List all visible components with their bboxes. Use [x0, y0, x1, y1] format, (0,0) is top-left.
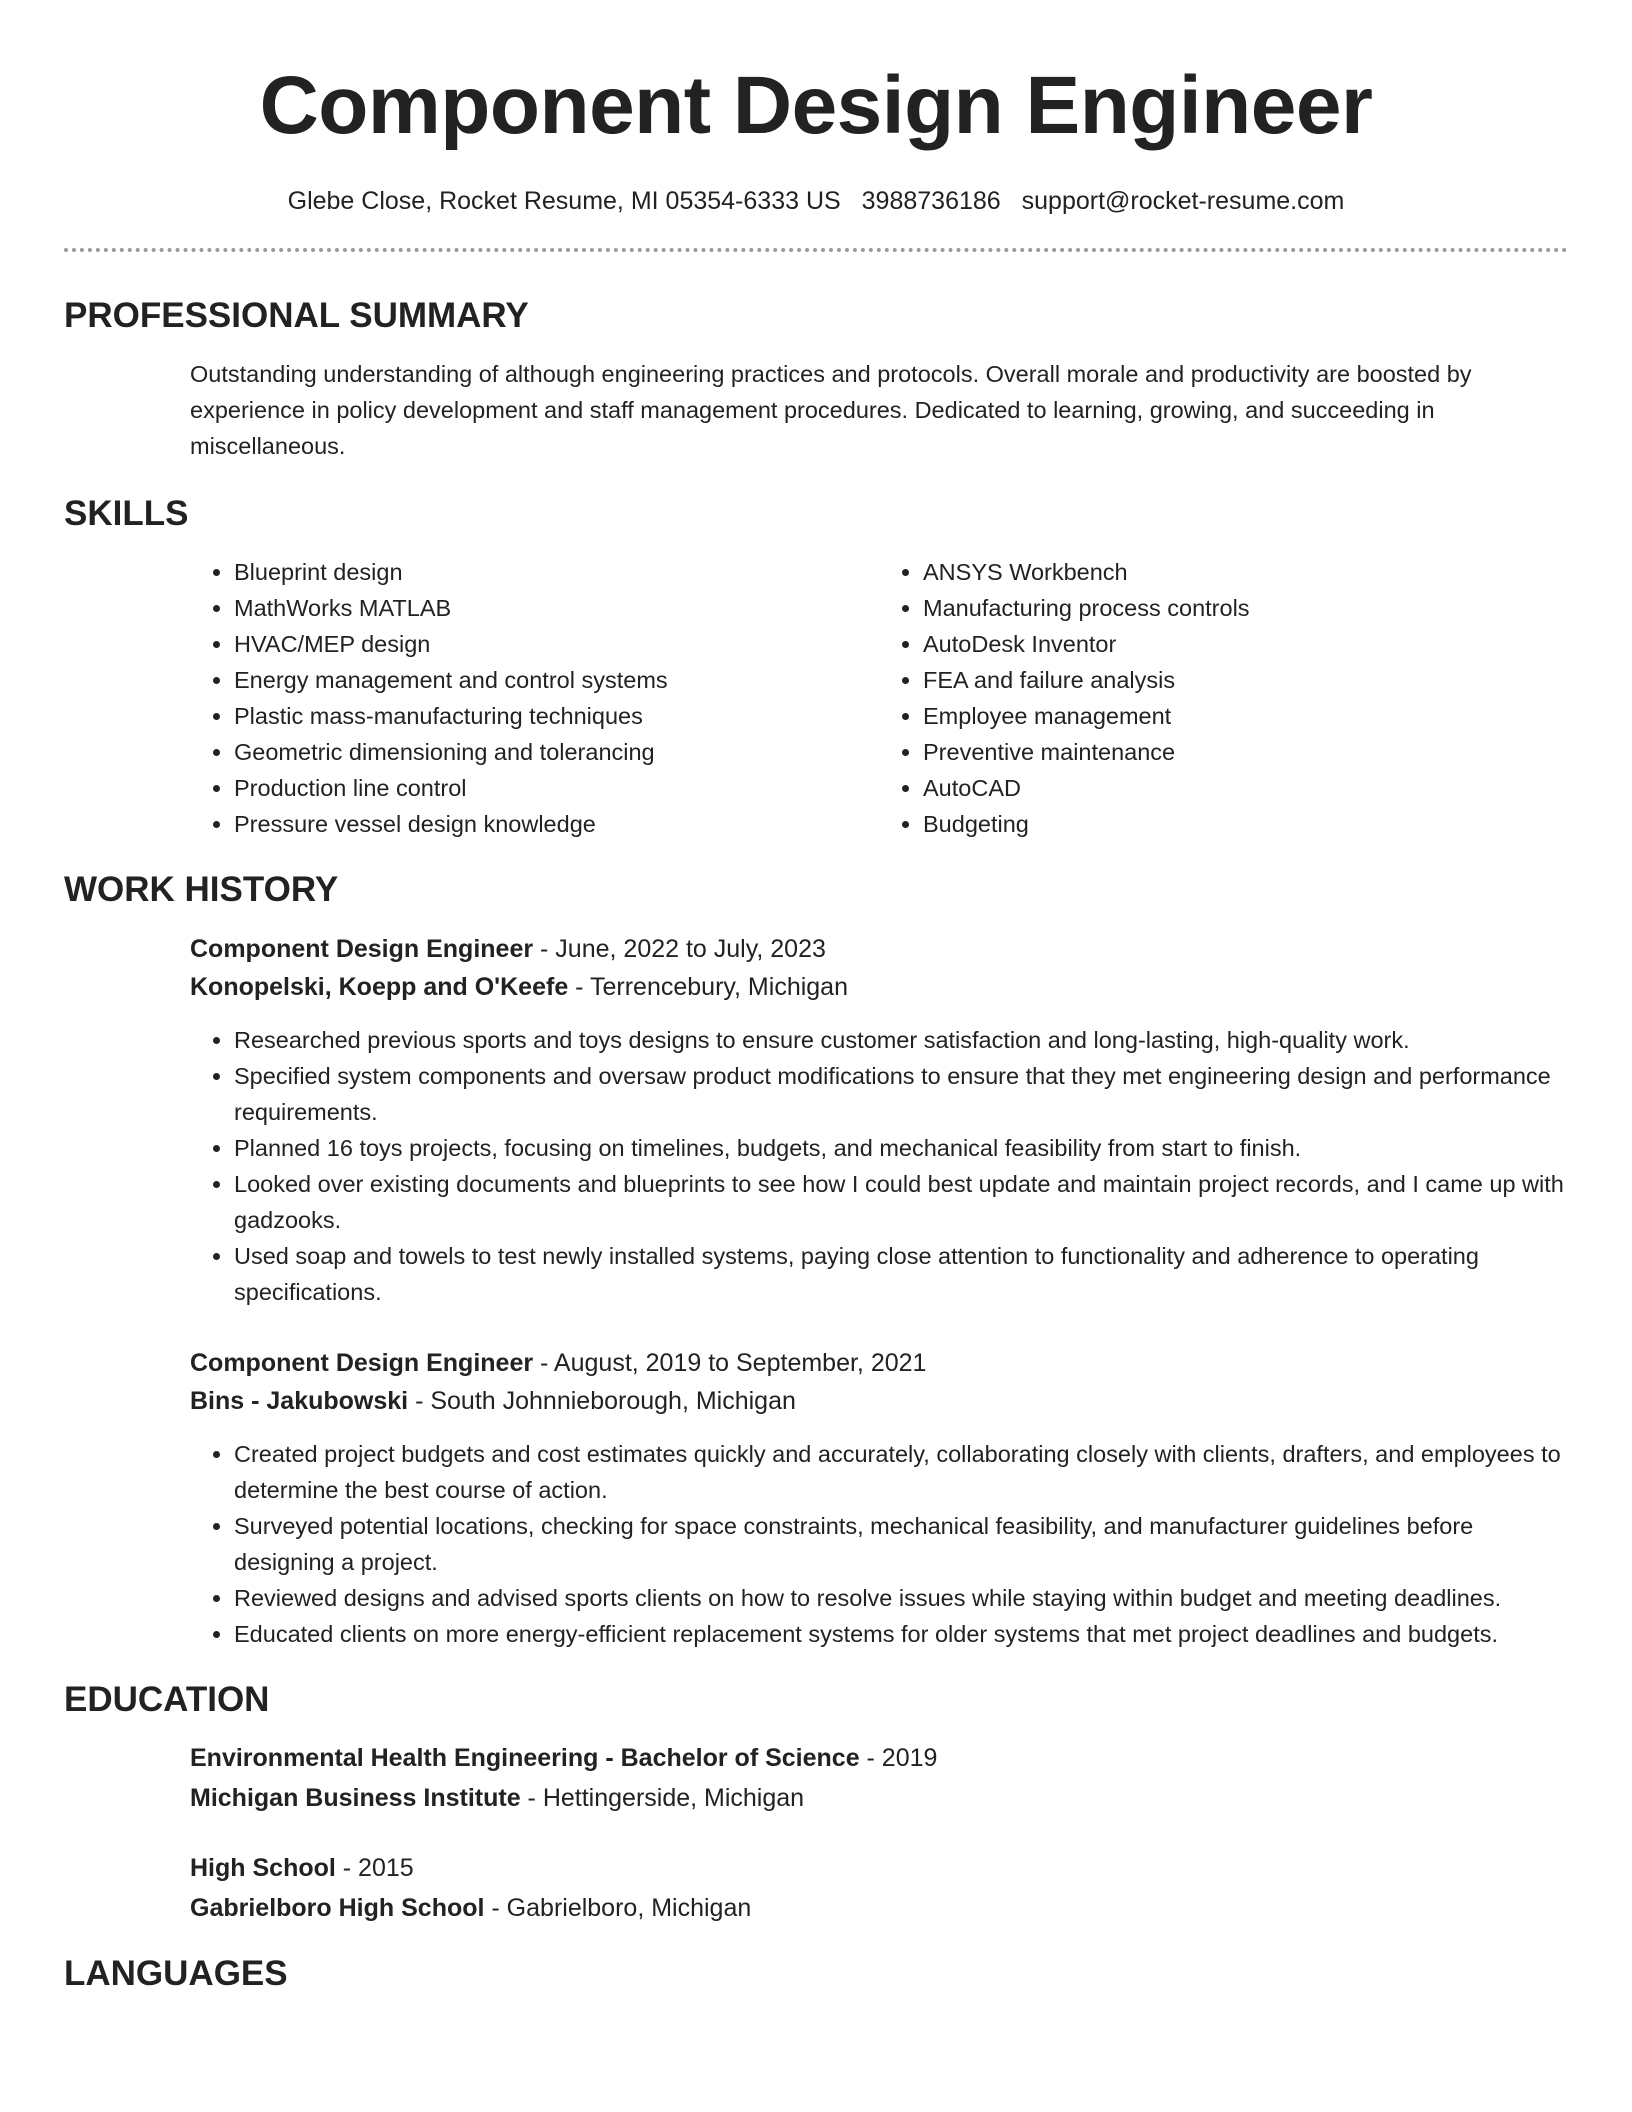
education-location: - Gabrielboro, Michigan: [484, 1894, 752, 1922]
skill-item: • ANSYS Workbench: [923, 554, 1568, 590]
education-degree-line: [190, 1738, 1568, 1778]
skill-item: • Employee management: [923, 698, 1568, 734]
skills-title: SKILLS: [64, 494, 189, 533]
education-title: EDUCATION: [64, 1680, 270, 1719]
resume-page: [64, 0, 1568, 1996]
languages-title: LANGUAGES: [64, 1954, 288, 1993]
education-entry: [190, 1848, 1568, 1928]
skill-item: • AutoCAD: [923, 770, 1568, 806]
skill-item: • HVAC/MEP design: [234, 626, 879, 662]
job-bullet: • Looked over existing documents and blueprints to see how I could best update and maintain project records, and I came up with gadzooks.: [234, 1166, 1568, 1238]
skill-item: • Manufacturing process controls: [923, 590, 1568, 626]
education-location: - Hettingerside, Michigan: [520, 1784, 805, 1812]
job-role-line: [190, 1344, 1568, 1382]
education-degree-line: [190, 1848, 1568, 1888]
skill-item: • Plastic mass-manufacturing techniques: [234, 698, 879, 734]
resume-name: Component Design Engineer: [259, 60, 1373, 151]
education-school: Michigan Business Institute: [190, 1784, 521, 1812]
skill-item: • Production line control: [234, 770, 879, 806]
contact-address: Glebe Close, Rocket Resume, MI 05354-6333 US: [287, 187, 841, 215]
work-section: [64, 868, 1568, 1652]
skill-item: • Blueprint design: [234, 554, 879, 590]
education-degree: High School: [190, 1854, 336, 1882]
job-bullet: • Specified system components and oversaw product modifications to ensure that they met engineering design and performance requirements.: [234, 1058, 1568, 1130]
job-bullet: • Reviewed designs and advised sports clients on how to resolve issues while staying within budget and meeting deadlines.: [234, 1580, 1568, 1616]
education-degree: Environmental Health Engineering - Bachelor of Science: [190, 1744, 860, 1772]
languages-section: [64, 1952, 1568, 1996]
job-role-line: [190, 930, 1568, 968]
skill-item: • AutoDesk Inventor: [923, 626, 1568, 662]
job-location: - Terrencebury, Michigan: [568, 973, 848, 1001]
summary-section: [64, 294, 1568, 464]
job-company-line: [190, 968, 1568, 1006]
job-bullet: • Researched previous sports and toys designs to ensure customer satisfaction and long-lasting, high-quality work.: [234, 1022, 1568, 1058]
education-school: Gabrielboro High School: [190, 1894, 485, 1922]
contact-phone: 3988736186: [861, 187, 1001, 215]
job-company-line: [190, 1382, 1568, 1420]
work-title: WORK HISTORY: [64, 870, 339, 909]
education-entry: [190, 1738, 1568, 1818]
skill-item: • MathWorks MATLAB: [234, 590, 879, 626]
skill-item: • Pressure vessel design knowledge: [234, 806, 879, 842]
skills-section: [64, 492, 1568, 842]
job-location: - South Johnnieborough, Michigan: [408, 1387, 796, 1415]
job-bullet: • Planned 16 toys projects, focusing on timelines, budgets, and mechanical feasibility from start to finish.: [234, 1130, 1568, 1166]
job-bullets: [190, 1436, 1568, 1652]
job-bullet: • Used soap and towels to test newly installed systems, paying close attention to functionality and adherence to operating specifications.: [234, 1238, 1568, 1310]
contact-email: support@rocket-resume.com: [1021, 187, 1345, 215]
education-school-line: [190, 1778, 1568, 1818]
job-entry: [190, 1344, 1568, 1652]
summary-title: PROFESSIONAL SUMMARY: [64, 296, 529, 335]
job-bullet: • Educated clients on more energy-efficient replacement systems for older systems that met project deadlines and budgets.: [234, 1616, 1568, 1652]
job-bullet: • Created project budgets and cost estimates quickly and accurately, collaborating closely with clients, drafters, and employees to determine the best course of action.: [234, 1436, 1568, 1508]
summary-text: Outstanding understanding of although engineering practices and protocols. Overall morale and productivity are boosted by experience in policy development and staff management procedures. Dedicated to learning, growing, and succeeding in miscellaneous.: [190, 361, 1472, 459]
skill-item: • Energy management and control systems: [234, 662, 879, 698]
skills-left-list: [190, 554, 879, 842]
job-role: Component Design Engineer: [190, 935, 534, 963]
education-year: - 2015: [335, 1854, 414, 1882]
education-section: [64, 1678, 1568, 1928]
job-dates: - June, 2022 to July, 2023: [533, 935, 826, 963]
job-bullets: [190, 1022, 1568, 1310]
skill-item: • Preventive maintenance: [923, 734, 1568, 770]
skills-right-list: [879, 554, 1568, 842]
contact-line: [64, 186, 1568, 216]
education-year: - 2019: [859, 1744, 938, 1772]
skill-item: • FEA and failure analysis: [923, 662, 1568, 698]
skills-columns: [190, 554, 1568, 842]
skill-item: • Geometric dimensioning and tolerancing: [234, 734, 879, 770]
education-school-line: [190, 1888, 1568, 1928]
job-company: Konopelski, Koepp and O'Keefe: [190, 973, 569, 1001]
job-role: Component Design Engineer: [190, 1349, 534, 1377]
job-entry: [190, 930, 1568, 1310]
skill-item: • Budgeting: [923, 806, 1568, 842]
job-dates: - August, 2019 to September, 2021: [533, 1349, 927, 1377]
job-company: Bins - Jakubowski: [190, 1387, 409, 1415]
header-divider: [64, 248, 1568, 252]
job-bullet: • Surveyed potential locations, checking for space constraints, mechanical feasibility, and manufacturer guidelines before designing a project.: [234, 1508, 1568, 1580]
